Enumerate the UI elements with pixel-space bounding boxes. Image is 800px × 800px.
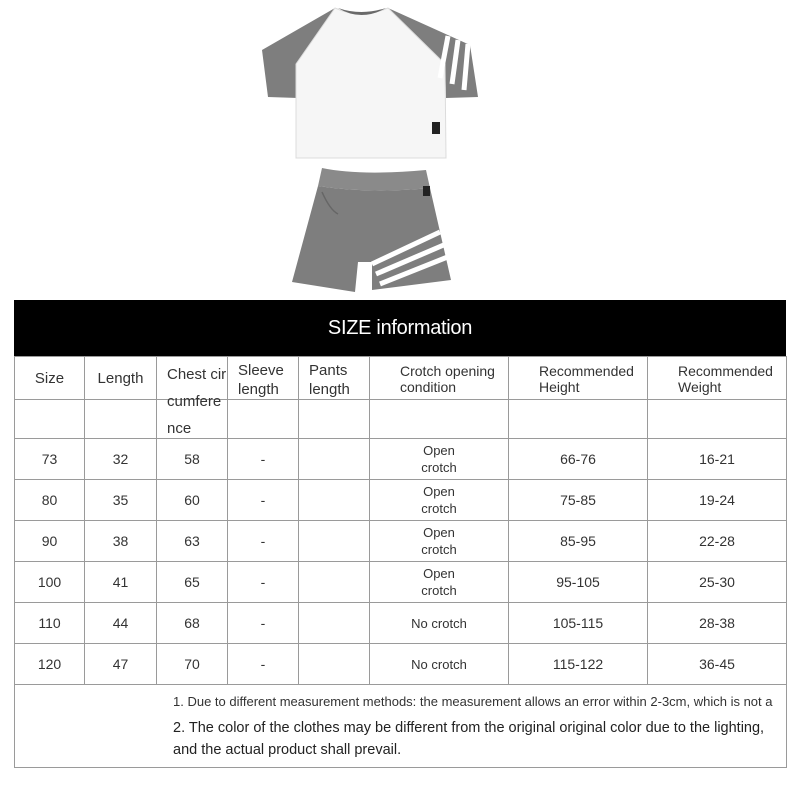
shorts — [292, 168, 451, 292]
cell-sleeve: - — [228, 521, 299, 562]
table-header-row — [15, 357, 787, 400]
table-row — [15, 603, 787, 644]
cell-chest: 58 — [157, 439, 228, 480]
cell-weight: 19-24 — [648, 480, 787, 521]
cell-length: 32 — [85, 439, 157, 480]
cell-crotch: Open crotch — [370, 521, 509, 562]
chest-header-label: Chest circumference — [167, 366, 227, 437]
size-chart-title: SIZE information — [14, 300, 786, 356]
cell-pants — [299, 480, 370, 521]
table-row — [15, 562, 787, 603]
table-row — [15, 644, 787, 685]
cell-sleeve: - — [228, 644, 299, 685]
note-2: 2. The color of the clothes may be different from the original original color due to the lighting, and the actual product shall prevail. — [173, 720, 765, 758]
cell-height: 75-85 — [509, 480, 648, 521]
size-table — [14, 356, 787, 768]
col-header-chest — [157, 357, 228, 437]
table-row — [15, 480, 787, 521]
cell-height: 66-76 — [509, 439, 648, 480]
cell-weight: 16-21 — [648, 439, 787, 480]
cell-pants — [299, 603, 370, 644]
cell-chest: 65 — [157, 562, 228, 603]
cell-length: 41 — [85, 562, 157, 603]
cell-height: 95-105 — [509, 562, 648, 603]
cell-sleeve: - — [228, 603, 299, 644]
cell-sleeve: - — [228, 480, 299, 521]
cell-pants — [299, 439, 370, 480]
col-header-sleeve: Sleeve length — [228, 357, 299, 400]
cell-crotch: Open crotch — [370, 439, 509, 480]
col-header-crotch: Crotch opening condition — [370, 357, 509, 400]
cell-length: 38 — [85, 521, 157, 562]
cell-size: 80 — [15, 480, 85, 521]
col-header-height: Recommended Height — [509, 357, 648, 400]
table-row — [15, 521, 787, 562]
cell-size: 90 — [15, 521, 85, 562]
cell-crotch: No crotch — [370, 603, 509, 644]
cell-height: 85-95 — [509, 521, 648, 562]
col-header-pants: Pants length — [299, 357, 370, 400]
size-chart — [14, 300, 786, 768]
cell-weight: 25-30 — [648, 562, 787, 603]
cell-height: 115-122 — [509, 644, 648, 685]
cell-length: 35 — [85, 480, 157, 521]
cell-sleeve: - — [228, 439, 299, 480]
cell-crotch: Open crotch — [370, 480, 509, 521]
cell-pants — [299, 562, 370, 603]
cell-size: 120 — [15, 644, 85, 685]
cell-crotch: No crotch — [370, 644, 509, 685]
col-header-size: Size — [15, 357, 85, 400]
notes-cell — [15, 685, 787, 768]
product-photo — [0, 0, 800, 300]
cell-length: 44 — [85, 603, 157, 644]
table-subheader-row — [15, 400, 787, 439]
cell-size: 100 — [15, 562, 85, 603]
cell-chest: 63 — [157, 521, 228, 562]
col-header-weight: Recommended Weight — [648, 357, 787, 400]
cell-weight: 28-38 — [648, 603, 787, 644]
cell-size: 73 — [15, 439, 85, 480]
cell-sleeve: - — [228, 562, 299, 603]
notes-row — [15, 685, 787, 768]
cell-pants — [299, 521, 370, 562]
cell-weight: 36-45 — [648, 644, 787, 685]
note-1: 1. Due to different measurement methods: the measurement allows an error within 2-3cm, which is not a — [173, 694, 773, 709]
cell-chest: 70 — [157, 644, 228, 685]
t-shirt — [262, 8, 478, 158]
cell-height: 105-115 — [509, 603, 648, 644]
cell-pants — [299, 644, 370, 685]
col-header-length: Length — [85, 357, 157, 400]
cell-size: 110 — [15, 603, 85, 644]
cell-weight: 22-28 — [648, 521, 787, 562]
cell-length: 47 — [85, 644, 157, 685]
cell-chest: 68 — [157, 603, 228, 644]
table-row — [15, 439, 787, 480]
cell-crotch: Open crotch — [370, 562, 509, 603]
cell-chest: 60 — [157, 480, 228, 521]
